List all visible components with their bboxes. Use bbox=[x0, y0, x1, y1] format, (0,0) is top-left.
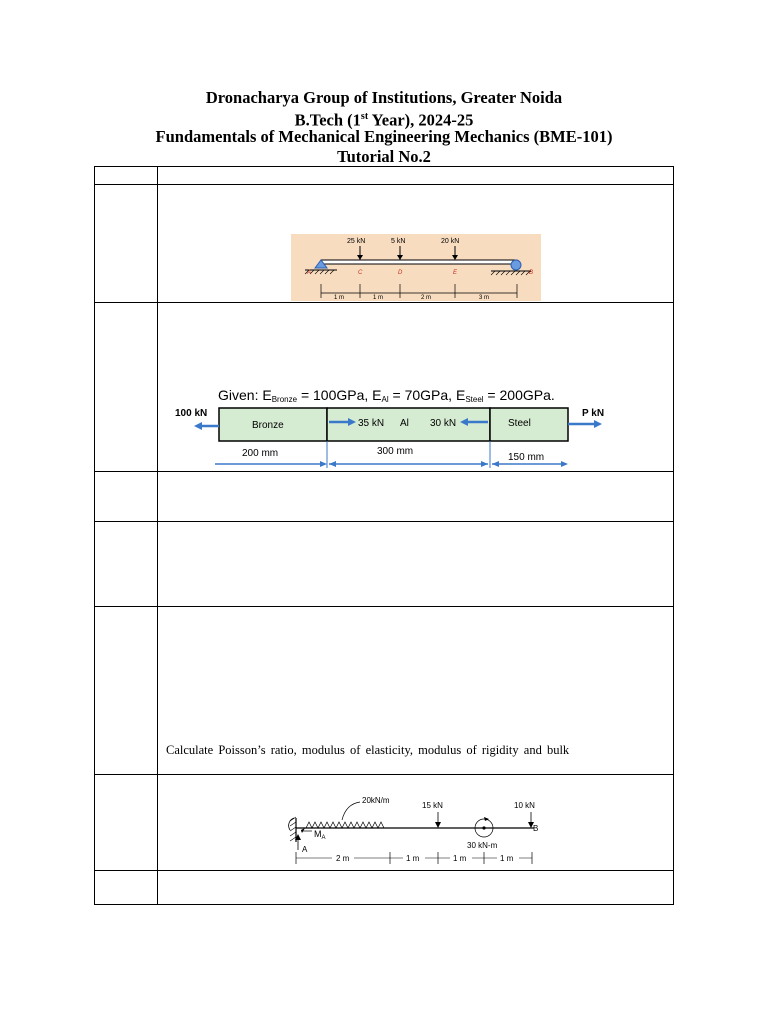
moment-label: 30 kN-m bbox=[467, 841, 498, 850]
tutorial-number: Tutorial No.2 bbox=[337, 147, 431, 166]
length-label: 300 mm bbox=[377, 446, 414, 457]
span-label: 1 m bbox=[453, 854, 467, 863]
point-label: C bbox=[358, 270, 363, 276]
course-title: Fundamentals of Mechanical Engineering Mechanics (BME-101) bbox=[155, 127, 613, 146]
institution-title: Dronacharya Group of Institutions, Greater Noida bbox=[205, 88, 563, 107]
table-row-divider bbox=[94, 302, 674, 303]
cantilever-figure bbox=[282, 790, 544, 868]
table-row-divider bbox=[94, 870, 674, 871]
load-label: 100 kN bbox=[175, 408, 208, 419]
span-label: 1 m bbox=[406, 854, 420, 863]
beam-figure-1 bbox=[291, 234, 541, 301]
moment-label: $M_A$ bbox=[314, 829, 326, 841]
segment-label: Bronze bbox=[252, 420, 284, 431]
segment-label: Steel bbox=[508, 418, 531, 429]
composite-bar-figure bbox=[170, 382, 610, 468]
span-label: 1 m bbox=[373, 295, 384, 301]
table-row-divider bbox=[94, 521, 674, 522]
table-border-top bbox=[94, 166, 674, 167]
load-label: 25 kN bbox=[347, 238, 366, 245]
span-label: 1 m bbox=[334, 295, 345, 301]
table-row-divider bbox=[94, 184, 674, 185]
table-border-right bbox=[673, 166, 674, 904]
segment-label: Al bbox=[400, 418, 409, 429]
load-label: 20 kN bbox=[441, 238, 460, 245]
given-moduli: Given: EBronze = 100GPa, EAl = 70GPa, ESteel = 200GPa. bbox=[218, 387, 555, 404]
load-label: P kN bbox=[582, 408, 605, 419]
length-label: 150 mm bbox=[508, 452, 545, 463]
load-label: 5 kN bbox=[391, 238, 406, 245]
load-label: 30 kN bbox=[430, 418, 457, 429]
roller-support-icon bbox=[511, 260, 521, 270]
question-text: Calculate Poisson’s ratio, modulus of elasticity, modulus of rigidity and bulk bbox=[166, 743, 570, 757]
beam bbox=[321, 260, 517, 264]
reaction-label: A bbox=[302, 845, 308, 854]
table-border-bottom bbox=[94, 904, 674, 905]
udl-leader bbox=[342, 802, 360, 820]
end-label: B bbox=[533, 824, 539, 833]
table-row-divider bbox=[94, 774, 674, 775]
table-border-left bbox=[94, 166, 95, 904]
point-label: D bbox=[398, 270, 403, 276]
load-label: 10 kN bbox=[514, 801, 535, 810]
span-label: 2 m bbox=[336, 854, 350, 863]
table-row-divider bbox=[94, 606, 674, 607]
course-year: B.Tech (1st Year), 2024-25 bbox=[294, 110, 474, 130]
load-label: 35 kN bbox=[358, 418, 385, 429]
figure-background bbox=[291, 234, 541, 301]
span-label: 1 m bbox=[500, 854, 514, 863]
load-label: 15 kN bbox=[422, 801, 443, 810]
point-label: A bbox=[307, 270, 312, 276]
span-label: 3 m bbox=[479, 295, 490, 301]
table-row-divider bbox=[94, 471, 674, 472]
point-label: E bbox=[453, 270, 458, 276]
point-label: B bbox=[529, 270, 534, 276]
table-column-divider bbox=[157, 166, 158, 904]
length-label: 200 mm bbox=[242, 448, 279, 459]
udl-icon bbox=[306, 822, 384, 828]
udl-label: 20kN/m bbox=[362, 796, 390, 805]
span-label: 2 m bbox=[421, 295, 432, 301]
